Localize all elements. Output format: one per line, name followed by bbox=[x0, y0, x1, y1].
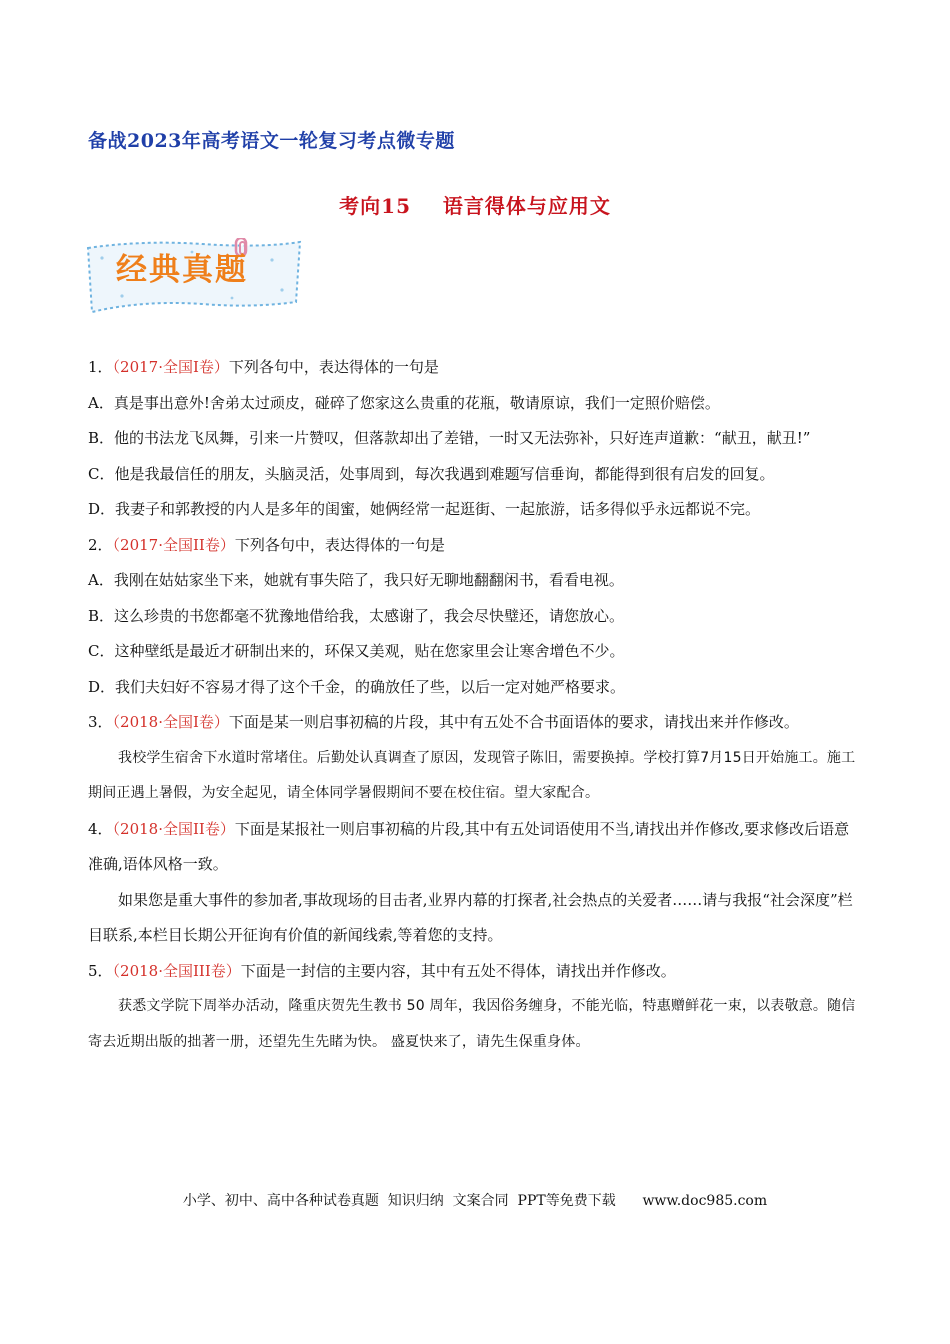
option-b: B．这么珍贵的书您都毫不犹豫地借给我，太感谢了，我会尽快璧还，请您放心。 bbox=[88, 606, 625, 625]
option-c: C．这种壁纸是最近才研制出来的，环保又美观，贴在您家里会让寒舍增色不少。 bbox=[88, 642, 625, 660]
series-title: 备战2023年高考语文一轮复习考点微专题 bbox=[88, 130, 455, 152]
question-1-stem bbox=[88, 350, 863, 386]
question-3-passage: 我校学生宿舍下水道时常堵住。后勤处认真调查了原因，发现管子陈旧，需要换掉。学校打算7月15日开始施工。施工期间正遇上暑假，为安全起见，请全体同学暑假期间不要在校住宿。望大家配合。 bbox=[88, 749, 856, 801]
question-5-stem bbox=[88, 954, 863, 990]
option-a: A．我刚在姑姑家坐下来，她就有事失陪了，我只好无聊地翻翻闲书，看看电视。 bbox=[88, 571, 624, 589]
option-c: C．他是我最信任的朋友，头脑灵活，处事周到，每次我遇到难题写信垂询，都能得到很有启发的回复。 bbox=[88, 464, 775, 483]
source-tag: （2017·全国II卷） bbox=[112, 535, 235, 554]
question-2-stem bbox=[88, 528, 863, 564]
question-3-stem bbox=[88, 705, 863, 741]
option-d: D．我妻子和郭教授的内人是多年的闺蜜，她俩经常一起逛街、一起旅游，话多得似乎永远都说不完。 bbox=[88, 500, 761, 518]
footer-text: 小学、初中、高中各种试卷真题 知识归纳 文案合同 PPT等免费下载 www.doc985.com bbox=[182, 1193, 768, 1209]
question-text: 下列各句中，表达得体的一句是 bbox=[234, 535, 445, 554]
source-tag: （2018·全国I卷） bbox=[112, 713, 229, 731]
question-number: 2． bbox=[88, 535, 113, 554]
option-b: B．他的书法龙飞凤舞，引来一片赞叹，但落款却出了差错，一时又无法弥补，只好连声道歉：“献丑，献丑!” bbox=[88, 429, 811, 447]
questions-section bbox=[88, 350, 863, 1060]
question-5-passage: 获悉文学院下周举办活动，隆重庆贺先生教书 50 周年，我因俗务缠身，不能光临，特惠赠鲜花一束，以表敬意。随信寄去近期出版的拙著一册，还望先生先睹为快。 盛夏快来了，请先生保重身体。 bbox=[88, 998, 856, 1050]
question-number: 5． bbox=[88, 961, 113, 980]
question-4-stem bbox=[88, 812, 863, 883]
question-text: 下面是某报社一则启事初稿的片段,其中有五处词语使用不当,请找出并作修改,要求修改后语意准确,语体风格一致。 bbox=[88, 819, 850, 873]
question-4-passage: 如果您是重大事件的参加者,事故现场的目击者,业界内幕的打探者,社会热点的关爱者……请与我报“社会深度”栏目联系,本栏目长期公开征询有价值的新闻线索,等着您的支持。 bbox=[88, 890, 853, 944]
option-a: A．真是事出意外!舍弟太过顽皮，碰碎了您家这么贵重的花瓶，敬请原谅，我们一定照价赔偿。 bbox=[88, 393, 720, 412]
question-text: 下列各句中，表达得体的一句是 bbox=[228, 358, 439, 376]
source-tag: （2018·全国II卷） bbox=[112, 819, 235, 838]
question-number: 3． bbox=[88, 713, 113, 731]
topic-title: 考向15 语言得体与应用文 bbox=[339, 194, 611, 218]
source-tag: （2018·全国III卷） bbox=[112, 961, 241, 980]
page-footer bbox=[0, 1190, 950, 1210]
source-tag: （2017·全国I卷） bbox=[112, 358, 229, 376]
badge-label: 经典真题 bbox=[116, 252, 248, 288]
question-number: 1． bbox=[88, 358, 113, 376]
question-text: 下面是一封信的主要内容，其中有五处不得体，请找出并作修改。 bbox=[240, 961, 676, 980]
question-text: 下面是某一则启事初稿的片段，其中有五处不合书面语体的要求，请找出来并作修改。 bbox=[228, 713, 799, 731]
badge-ribbon-graphic bbox=[82, 238, 307, 318]
option-d: D．我们夫妇好不容易才得了这个千金，的确放任了些，以后一定对她严格要求。 bbox=[88, 677, 626, 696]
question-number: 4． bbox=[88, 819, 113, 838]
